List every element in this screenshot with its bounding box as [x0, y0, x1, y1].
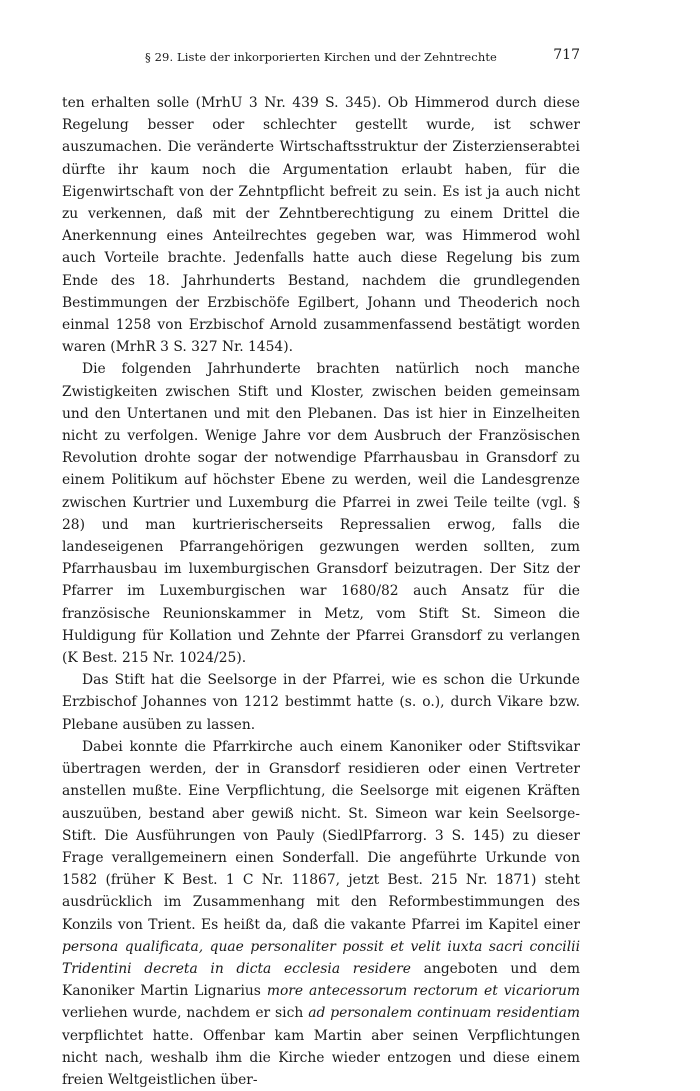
paragraph-4: [62, 736, 580, 1091]
latin-quote-1: persona qualificata, quae personaliter possit et velit iuxta sacri concilii Tridentini decreta in dicta ecclesia residere: [62, 938, 580, 977]
paragraph-4-text-middle-1: angeboten und dem Kanoniker Martin Lignarius: [62, 960, 580, 1000]
paragraph-4-text-middle-2: verliehen wurde, nachdem er sich: [62, 1005, 309, 1022]
paragraph-2: Die folgenden Jahrhunderte brachten natürlich noch manche Zwistigkeiten zwischen Stift und Kloster, zwischen beiden gemeinsam und den Untertanen und mit den Plebanen. Das ist hier in Einzelheiten nicht zu verfolgen. Wenige Jahre vor dem Ausbruch der Französischen Revolution drohte sogar der notwendige Pfarrhausbau in Gransdorf zu einem Politikum auf höchster Ebene zu werden, weil die Landesgrenze zwischen Kurtrier und Luxemburg die Pfarrei in zwei Teile teilte (vgl. § 28) und man kurtrierischerseits Repressalien erwog, falls die landeseigenen Pfarrangehörigen gezwungen werden sollten, zum Pfarrhausbau im luxemburgischen Gransdorf beizutragen. Der Sitz der Pfarrer im Luxemburgischen war 1680/82 auch Ansatz für die französische Reunionskammer in Metz, vom Stift St. Simeon die Huldigung für Kollation und Zehnte der Pfarrei Gransdorf zu verlangen (K Best. 215 Nr. 1024/25).: [62, 361, 580, 667]
page-number: 717: [553, 47, 580, 63]
book-page: [62, 44, 580, 1091]
latin-quote-3: ad personalem continuam residentiam: [308, 1005, 580, 1022]
paragraph-1: ten erhalten solle (MrhU 3 Nr. 439 S. 345). Ob Himmerod durch diese Regelung besser oder schlechter gestellt wurde, ist schwer auszumachen. Die veränderte Wirtschaftsstruktur der Zisterzienserabtei dürfte ihr kaum noch die Argumentation erlaubt haben, für die Eigenwirtschaft von der Zehntpflicht befreit zu sein. Es ist ja auch nicht zu verkennen, daß mit der Zehntberechtigung zu einem Drittel die Anerkennung eines Anteilrechtes gegeben war, was Himmerod wohl auch Vorteile brachte. Jedenfalls hatte auch diese Regelung bis zum Ende des 18. Jahrhunderts Bestand, nachdem die grundlegenden Bestimmungen der Erzbischöfe Egilbert, Johann und Theoderich noch einmal 1258 von Erzbischof Arnold zusammenfassend bestätigt worden waren (MrhR 3 S. 327 Nr. 1454).: [62, 95, 580, 356]
paragraph-4-text-before: Dabei konnte die Pfarrkirche auch einem Kanoniker oder Stiftsvikar übertragen werden, der in Gransdorf residieren oder einen Vertreter anstellen mußte. Eine Verpflichtung, die Seelsorge mit eigenen Kräften auszuüben, bestand aber gewiß nicht. St. Simeon war kein Seelsorge-Stift. Die Ausführungen von Pauly (SiedlPfarrorg. 3 S. 145) zu dieser Frage verallgemeinern einen Sonderfall. Die angeführte Urkunde von 1582 (früher K Best. 1 C Nr. 11867, jetzt Best. 215 Nr. 1871) steht ausdrücklich im Zusammenhang mit den Reformbestimmungen des Konzils von Trient. Es heißt da, daß die vakante Pfarrei im Kapitel einer: [62, 738, 580, 933]
body-text: [62, 92, 580, 1091]
paragraph-3: Das Stift hat die Seelsorge in der Pfarrei, wie es schon die Urkunde Erzbischof Johannes von 1212 bestimmt hatte (s. o.), durch Vikare bzw. Plebane ausüben zu lassen.: [62, 672, 580, 733]
paragraph-4-text-after: verpflichtet hatte. Offenbar kam Martin aber seinen Verpflichtungen nicht nach, weshalb ihm die Kirche wieder entzogen und diese einem freien Weltgeistlichen über-: [62, 1027, 580, 1088]
running-title: § 29. Liste der inkorporierten Kirchen und der Zehntrechte: [145, 50, 497, 64]
latin-quote-2: more antecessorum rectorum et vicariorum: [266, 983, 580, 1000]
running-head: [62, 44, 580, 70]
